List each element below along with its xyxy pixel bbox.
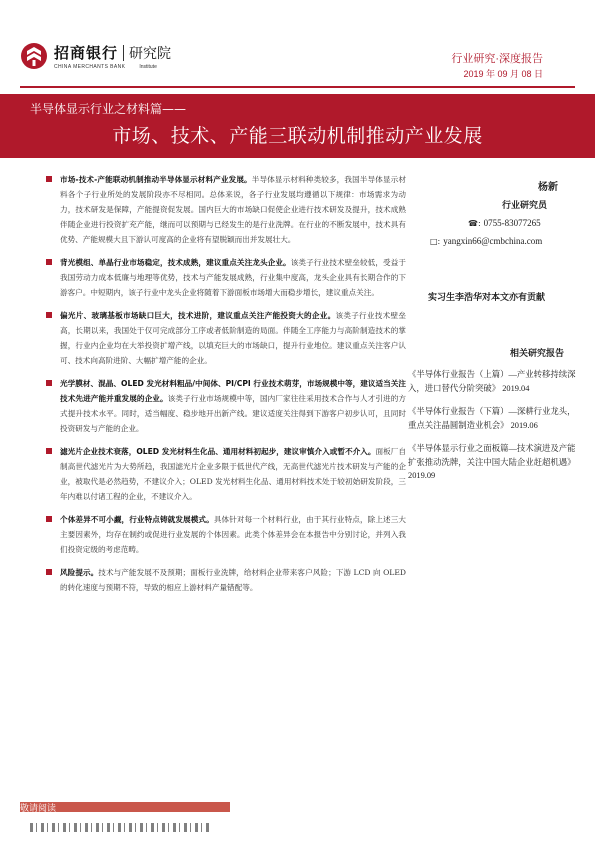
paragraph-body: 具体针对每一个材料行业，由于其行业特点，除上述三大主要因素外，均存在制约或促进行业发展的个体因素。此类个体差异会在本报告中分别讨论，并列入我们投资定级的考虑范畴。 [60, 515, 407, 554]
paragraph-body: 该类子行业技术壁垒高，长期以来，我国处于仅可完成部分工序或者低阶制造的局面。伴随全工序能力与高阶制造技术的掌握，行业内企业均在大举投资扩增产线，以填充巨大的市场缺口，提升行业地位。建议重点关注客户认可、技术向高阶进阶、大幅扩增产能的企业。 [60, 311, 407, 365]
paragraph-body: 面板厂自制高世代滤光片为大势所趋，我国滤光片企业多限于低世代产线，无高世代滤光片技术研发与产能的企业，被取代是必然趋势，不建议介入；OLED 发光材料生化品、通用材料技术处于较初始研发阶段，三年内难以付诸工程的企业，不建议介入。 [60, 447, 406, 501]
related-report-item[interactable]: 《半导体显示行业之面板篇—技术演进及产能扩张推动洗牌，关注中国大陆企业赶超机遇》 2019.09 [408, 444, 576, 480]
paragraph-lead: 风险提示。 [60, 568, 99, 577]
summary-paragraph [44, 376, 406, 436]
cmb-logo [20, 40, 171, 72]
related-reports-heading: 相关研究报告 [510, 348, 565, 358]
square-bullet-icon [46, 176, 52, 182]
page-title: 市场、技术、产能三联动机制推动产业发展 [112, 125, 483, 147]
related-report-item[interactable]: 《半导体行业报告（下篇）—深耕行业龙头，重点关注晶圆制造业机会》 2019.06 [408, 407, 576, 430]
footer-barcode [30, 823, 210, 832]
paragraph-body: 技术与产能发展不及预期；面板行业洗牌，给材料企业带来客户风险；下游 LCD 向 OLED 的转化速度与预期不符，导致的相应上游材料产量错配等。 [60, 568, 406, 592]
paragraph-lead: 市场-技术-产能联动机制推动半导体显示材料产业发展。 [60, 175, 252, 184]
analyst-phone [468, 218, 541, 228]
square-bullet-icon [46, 312, 52, 318]
header-divider [20, 86, 575, 88]
analyst-role: 行业研究员 [502, 200, 548, 210]
summary-paragraph [44, 565, 406, 595]
logo-divider [123, 45, 124, 61]
analyst-name: 杨新 [538, 182, 558, 193]
summary-paragraph [44, 444, 406, 504]
analyst-email [430, 236, 542, 246]
paragraph-body: 半导体显示材料种类较多，我国半导体显示材料各个子行业所处的发展阶段亦不尽相同。总体来说，各子行业发展均遵循以下规律：市场需求为动力，技术研发是保障，产能提资促发展。国内巨大的市场缺口促使企业进行技术研发及提升，技术成熟伴随企业进行投资扩充产能，继而可以预期与已经发生的是行业洗牌。在行业的不断发展中，技术具有优势、产能规模大且下游认可度高的企业将有望脱颖而出并发展壮大。 [60, 175, 406, 244]
square-bullet-icon [46, 569, 52, 575]
paragraph-lead: 背光模组、单晶行业市场稳定，技术成熟，建议重点关注龙头企业。 [60, 258, 291, 267]
square-bullet-icon [46, 516, 52, 522]
paragraph-lead: 偏光片、玻璃基板市场缺口巨大，技术进阶，建议重点关注产能投资大的企业。 [60, 311, 336, 320]
related-report-item[interactable]: 《半导体行业报告（上篇）—产业转移持续深入，进口替代分阶突破》 2019.04 [408, 370, 576, 393]
related-reports-list [408, 368, 578, 493]
summary-paragraph [44, 308, 406, 368]
intern-note: 实习生李浩华对本文亦有贡献 [428, 292, 546, 302]
logo-institute: 研究院 [129, 46, 172, 62]
square-bullet-icon [46, 380, 52, 386]
paragraph-lead: 滤光片企业技术衰落，OLED 发光材料生化品、通用材料初起步，建议审慎介入或暂不介入。 [60, 447, 376, 456]
analyst-phone-number: 0755-83077265 [483, 218, 541, 228]
paragraph-lead: 个体差异不可小觑，行业特点铸就发展模式。 [60, 515, 214, 524]
analyst-email-address[interactable]: yangxin66@cmbchina.com [443, 236, 543, 246]
summary-paragraph [44, 255, 406, 300]
series-title: 半导体显示行业之材料篇—— [30, 102, 187, 116]
square-bullet-icon [46, 448, 52, 454]
logo-institute-en: Institute [139, 64, 157, 70]
summary-paragraph [44, 172, 406, 247]
footer-label: 敬请阅读 [20, 804, 57, 814]
phone-icon: ☎: [468, 218, 481, 228]
logo-text [54, 42, 171, 70]
summary-paragraph [44, 512, 406, 557]
page-header [0, 0, 595, 90]
paragraph-body: 该类子行业技术壁垒较低，受益于我国劳动力成本低廉与地理等优势，技术与产能发展成熟，行业集中度高，龙头企业具有长期合作的下游客户。中短期内，该子行业中龙头企业将随着下游面板市场增大而稳步增长，建议重点关注。 [60, 258, 407, 297]
logo-cn: 招商银行 [54, 44, 119, 62]
report-type: 行业研究·深度报告 [451, 53, 543, 65]
square-bullet-icon [46, 259, 52, 265]
paragraph-lead: 光学膜材、混晶、OLED 发光材料粗品/中间体、PI/CPI 行业技术萌芽，市场规模中等，建议适当关注技术先进产能并重发展的企业。 [60, 379, 406, 403]
paragraph-body: 该类子行业市场规模中等，国内厂家往往采用技术合作与人才引进的方式提升技术水平。同时，适当幅度、稳步地开出新产线。建议适度关注得到下游客户初步认可，且同时投资研发与产能的企业。 [60, 394, 407, 433]
mail-icon: □: [430, 236, 441, 246]
title-banner [0, 94, 595, 158]
cmb-logo-icon [20, 42, 48, 70]
summary-column [44, 172, 406, 603]
report-date: 2019 年 09 月 08 日 [463, 69, 543, 79]
logo-en: CHINA MERCHANTS BANK [54, 64, 126, 70]
